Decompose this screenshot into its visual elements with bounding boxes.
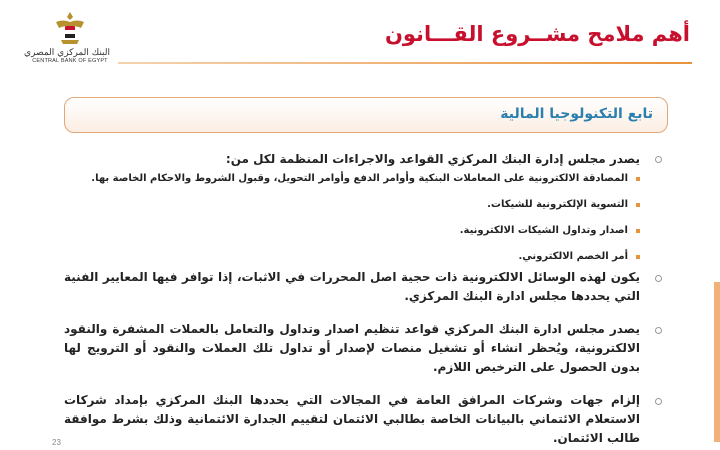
logo-english-name: CENTRAL BANK OF EGYPT	[32, 58, 108, 64]
sub-item-text: التسوية الإلكترونية للشيكات.	[487, 199, 628, 210]
bullet-text: إلزام جهات وشركات المرافق العامة في المجالات التي يحددها البنك المركزي بإمداد شركات الاستعلام الائتماني بالبيانات الخاصة بطالبي الائتمان لتقييم الجدارة الائتمانية وذلك بشرط موافقة طالب الائتمان.	[64, 393, 640, 445]
bullet-item	[64, 320, 662, 377]
sub-item-text: أمر الخصم الالكتروني.	[518, 251, 628, 262]
central-bank-logo	[24, 10, 110, 76]
square-bullet-icon	[636, 203, 640, 207]
slide-content	[64, 150, 662, 448]
circle-bullet-icon	[655, 156, 662, 163]
eagle-emblem-icon	[53, 10, 87, 46]
bullet-item	[64, 391, 662, 448]
circle-bullet-icon	[655, 327, 662, 334]
bullet-item	[64, 268, 662, 306]
sub-item-text: اصدار وتداول الشيكات الالكترونية.	[459, 225, 628, 236]
sub-list-item	[64, 198, 662, 212]
sub-list-item	[64, 224, 662, 238]
logo-arabic-name: البنك المركزي المصري	[24, 48, 110, 58]
square-bullet-icon	[636, 177, 640, 181]
sub-list-item	[64, 250, 662, 264]
circle-bullet-icon	[655, 398, 662, 405]
sub-list	[64, 172, 662, 264]
bullet-text: يصدر مجلس إدارة البنك المركزي القواعد والاجراءات المنظمة لكل من:	[225, 152, 640, 166]
bullet-text: يكون لهذه الوسائل الالكترونية ذات حجية اصل المحررات في الاثبات، إذا توافر فيها المعايير الفنية التي يحددها مجلس ادارة البنك المركزي.	[64, 270, 640, 303]
square-bullet-icon	[636, 255, 640, 259]
sub-item-text: المصادقة الالكترونية على المعاملات البنكية وأوامر الدفع وأوامر التحويل، وقبول الشروط والاحكام الخاصة بها.	[91, 173, 628, 184]
square-bullet-icon	[636, 229, 640, 233]
sub-list-item	[64, 172, 662, 186]
slide-subtitle: تابع التكنولوجيا المالية	[500, 106, 653, 122]
page-number: 23	[52, 438, 61, 447]
header-divider	[118, 62, 692, 64]
bullet-item	[64, 150, 662, 168]
subtitle-box	[64, 97, 668, 133]
circle-bullet-icon	[655, 275, 662, 282]
bullet-text: يصدر مجلس ادارة البنك المركزي قواعد تنظيم اصدار وتداول والتعامل بالعملات المشفرة والنقود الالكترونية، ويُحظر انشاء أو تشغيل منصات لإصدار أو تداول تلك العملات والنقود أو الترويج لها بدون الحصول على الترخيص اللازم.	[64, 322, 640, 374]
right-accent-bar	[714, 282, 720, 442]
slide-title: أهم ملامح مشــروع القـــانون	[384, 22, 690, 46]
